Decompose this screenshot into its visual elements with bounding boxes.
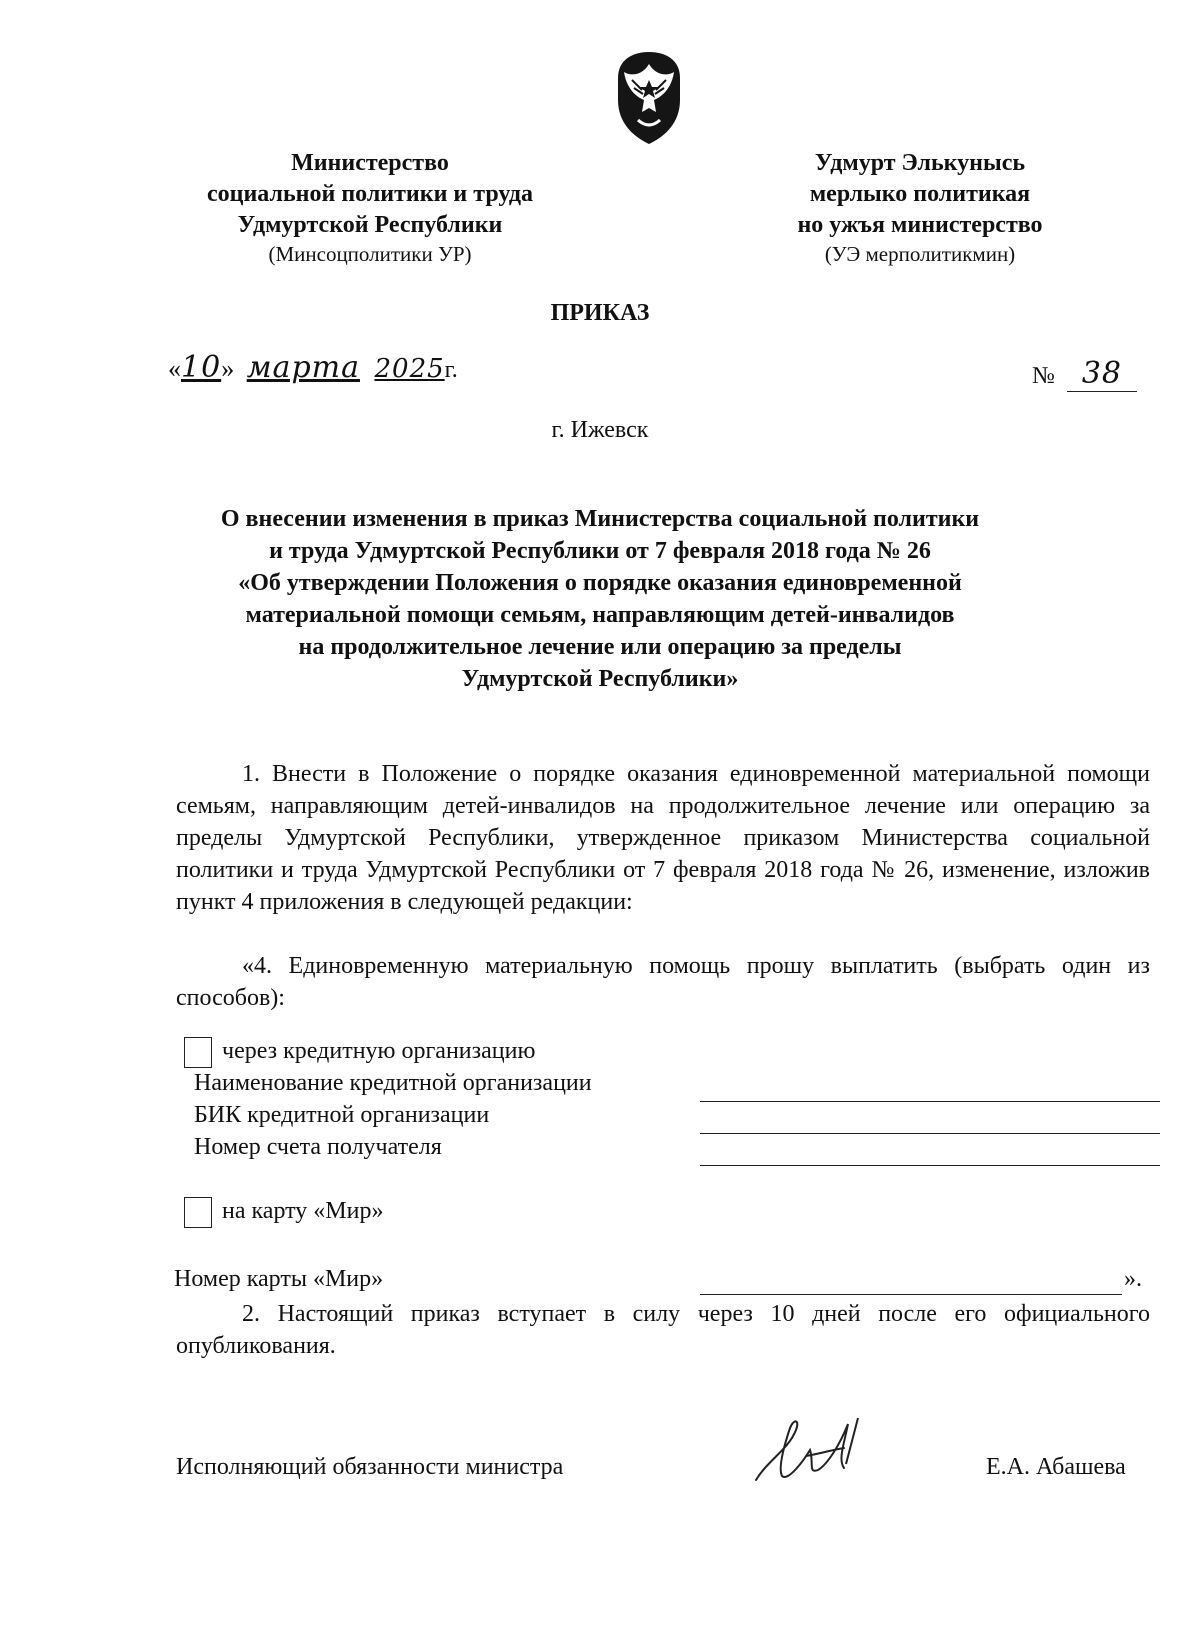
coat-of-arms-emblem [612, 50, 686, 146]
paragraph-1 [176, 758, 1150, 918]
title-line: и труда Удмуртской Республики от 7 февраля 2018 года № 26 [269, 538, 931, 564]
title-line: материальной помощи семьям, направляющим детей-инвалидов [245, 602, 955, 628]
ministry-name-russian [150, 148, 590, 241]
signatory-name: Е.А. Абашева [986, 1454, 1126, 1480]
city: г. Ижевск [551, 417, 649, 443]
account-number-label: Номер счета получателя [194, 1134, 442, 1160]
bank-option-checkbox[interactable] [184, 1037, 212, 1068]
date-close-quote: » [221, 354, 235, 383]
title-line: на продолжительное лечение или операцию за пределы [298, 634, 902, 660]
paragraph-2: 2. Настоящий приказ вступает в силу через 10 дней после его официального опубликования. [176, 1301, 1150, 1359]
bank-name-field[interactable] [700, 1101, 1160, 1102]
date-open-quote: « [168, 354, 181, 383]
bank-name-label: Наименование кредитной организации [194, 1070, 592, 1096]
mir-card-number-field[interactable] [700, 1294, 1122, 1295]
ministry-name-line: Министерство [291, 150, 449, 176]
bank-option-label: через кредитную организацию [222, 1038, 536, 1064]
signatory-position: Исполняющий обязанности министра [176, 1454, 564, 1480]
order-number [1032, 356, 1137, 392]
number-label: № [1032, 363, 1055, 389]
mir-card-option-label: на карту «Мир» [222, 1198, 384, 1224]
paragraph-4-quote: «4. Единовременную материальную помощь прошу выплатить (выбрать один из способов): [176, 953, 1150, 1011]
order-date [168, 350, 458, 385]
mir-card-number-label: Номер карты «Мир» [174, 1266, 384, 1292]
order-title [180, 503, 1020, 695]
ministry-name-line: Удмурт Элькунысь [814, 150, 1026, 176]
title-line: О внесении изменения в приказ Министерства социальной политики [220, 506, 980, 532]
date-year: 2025 [374, 354, 445, 384]
number-value: 38 [1067, 356, 1137, 392]
handwritten-signature [748, 1410, 878, 1490]
paragraph-1-text: 1. Внести в Положение о порядке оказания единовременной материальной помощи семьям, направляющим детей-инвалидов на продолжительное лечение или операцию за пределы Удмуртской Республики, утвержденное приказом Министерства социальной политики и труда Удмуртской Республики от 7 февраля 2018 года № 26, изменение, изложив пункт 4 приложения в следующей редакции: [176, 761, 1150, 915]
account-number-field[interactable] [700, 1165, 1160, 1166]
ministry-short-name-russian: (Минсоцполитики УР) [268, 242, 472, 266]
title-line: Удмуртской Республики» [461, 666, 739, 692]
quote-closing: ». [1124, 1266, 1142, 1292]
bik-field[interactable] [700, 1133, 1160, 1134]
document-type-title: ПРИКАЗ [550, 300, 650, 326]
date-suffix: г. [444, 357, 458, 383]
date-day: 10 [181, 350, 222, 385]
date-month: марта [246, 350, 360, 385]
ministry-name-line: но ужъя министерство [797, 212, 1043, 238]
ministry-name-line: мерлыко политикая [809, 181, 1031, 207]
ministry-short-name-udmurt: (УЭ мерполитикмин) [824, 242, 1016, 266]
bik-label: БИК кредитной организации [194, 1102, 490, 1128]
ministry-name-udmurt [740, 148, 1100, 241]
ministry-name-line: социальной политики и труда [207, 181, 533, 207]
title-line: «Об утверждении Положения о порядке оказания единовременной [238, 570, 962, 596]
mir-card-option-checkbox[interactable] [184, 1197, 212, 1228]
ministry-name-line: Удмуртской Республики [237, 212, 503, 238]
